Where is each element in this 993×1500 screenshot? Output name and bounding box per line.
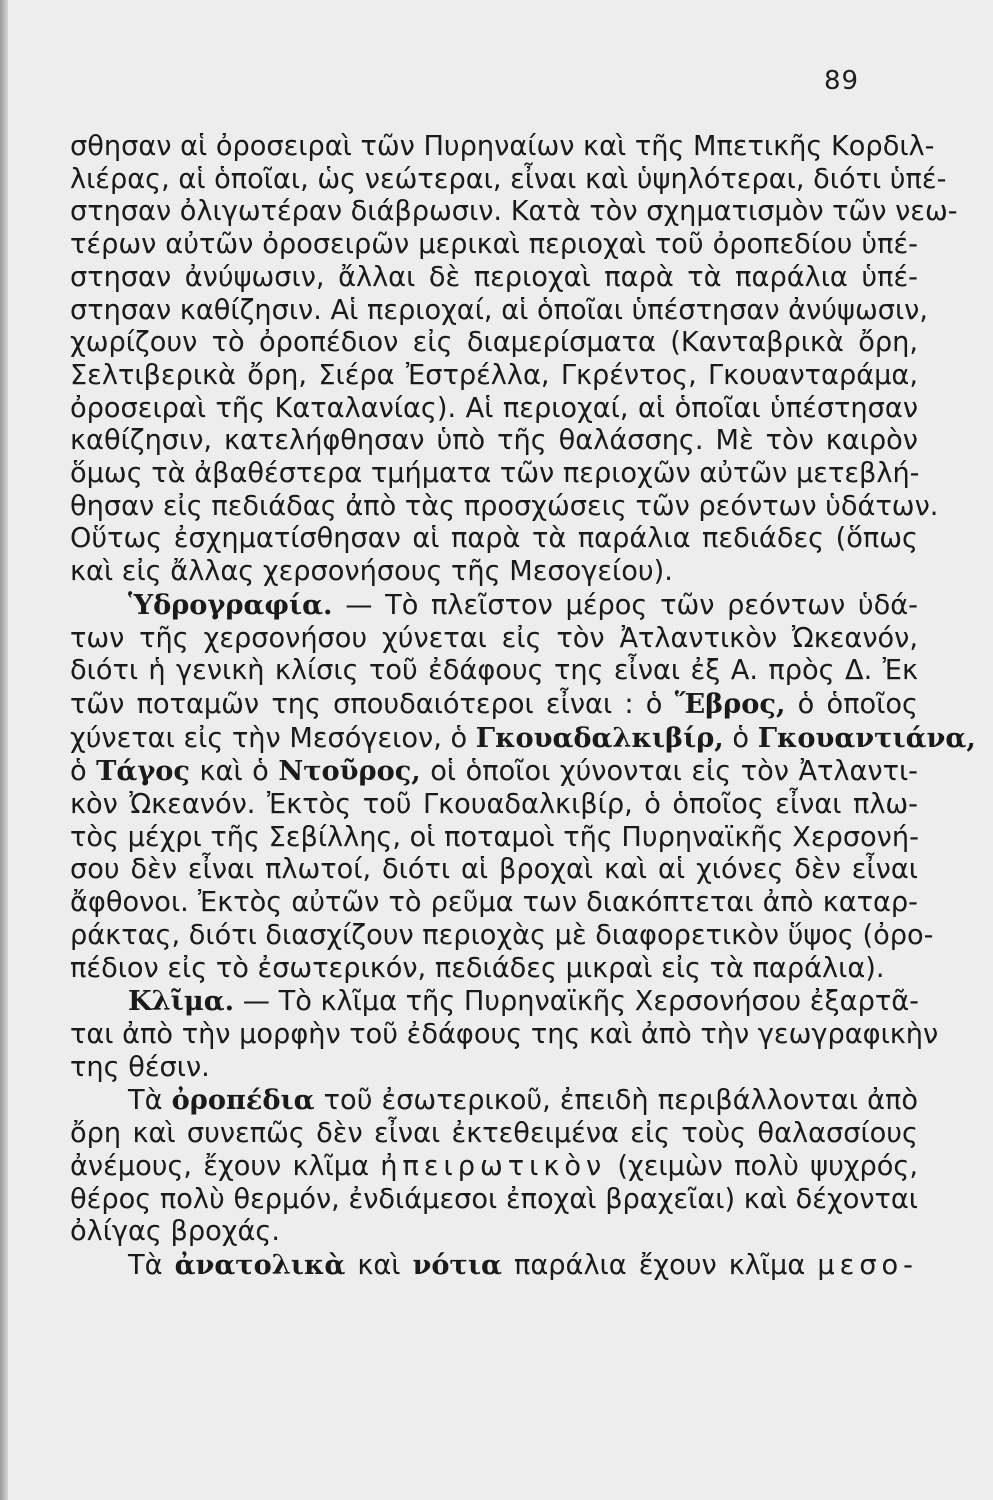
text-line: Σελτιβερικὰ ὄρη, Σιέρα Ἐστρέλλα, Γκρέντος, Γκουανταράμα, <box>70 359 918 391</box>
text-line: καθίζησιν, κατελήφθησαν ὑπὸ τῆς θαλάσσης. Μὲ τὸν καιρὸν <box>70 425 918 457</box>
climate-paragraph-start: Κλῖμα. — Τὸ κλῖμα τῆς Πυρηναϊκῆς Χερσονήσου ἐξαρτᾶ- <box>128 985 919 1018</box>
text-line: των τῆς χερσονήσου χύνεται εἰς τὸν Ἀτλαντικὸν Ὠκεανόν, <box>70 622 918 654</box>
text-line: ὀλίγας βροχάς. <box>70 1216 280 1248</box>
text-line: ὄρη καὶ συνεπῶς δὲν εἶναι ἐκτεθειμένα εἰς τοὺς θαλασσίους <box>70 1118 918 1150</box>
text-line: διότι ἡ γενικὴ κλίσις τοῦ ἐδάφους της εἶναι ἐξ Α. πρὸς Δ. Ἐκ <box>70 655 918 687</box>
river-name: Ἕβρος, <box>674 687 786 720</box>
text-line: ἄφθονοι. Ἐκτὸς αὐτῶν τὸ ρεῦμα των διακόπτεται ἀπὸ καταρ- <box>70 887 918 919</box>
text-line: σου δὲν εἶναι πλωτοί, διότι αἱ βροχαὶ καὶ αἱ χιόνες δὲν εἶναι <box>70 854 918 886</box>
book-page <box>8 0 993 1500</box>
page-edge-shadow <box>0 0 8 1500</box>
coast-paragraph-start: Τὰ ἀνατολικὰ καὶ νότια παράλια ἔχουν κλῖμα μεσο- <box>128 1248 918 1281</box>
page-number: 89 <box>824 66 860 96</box>
spaced-term: μεσο- <box>817 1249 918 1281</box>
text-line: λιέρας, αἱ ὁποῖαι, ὡς νεώτεραι, εἶναι καὶ ὑψηλότεραι, διότι ὑπέ- <box>70 163 947 195</box>
text-line: της θέσιν. <box>70 1051 210 1083</box>
river-name: Γκουαδαλκιβίρ, <box>475 721 724 754</box>
text-line: θησαν εἰς πεδιάδας ἀπὸ τὰς προσχώσεις τῶν ρεόντων ὑδάτων. <box>70 490 939 522</box>
text-line: χωρίζουν τὸ ὀροπέδιον εἰς διαμερίσματα (Κανταβρικὰ ὄρη, <box>70 327 918 359</box>
text-line: τὸς μέχρι τῆς Σεβίλλης, οἱ ποταμοὶ τῆς Πυρηναϊκῆς Χερσονή- <box>70 821 919 853</box>
text-line: τέρων αὐτῶν ὀροσειρῶν μερικαὶ περιοχαὶ τοῦ ὀροπεδίου ὑπέ- <box>70 229 918 261</box>
emphasis-term: ὀροπέδια <box>171 1084 315 1117</box>
text-line: στησαν ἀνύψωσιν, ἄλλαι δὲ περιοχαὶ παρὰ τὰ παράλια ὑπέ- <box>70 261 918 293</box>
text-line: καὶ εἰς ἄλλας χερσονήσους τῆς Μεσογείου). <box>70 556 673 588</box>
text-line: ὅμως τὰ ἀβαθέστερα τμήματα τῶν περιοχῶν αὐτῶν μετεβλή- <box>70 458 920 490</box>
emphasis-term: νότια <box>412 1248 502 1281</box>
climate-heading: Κλῖμα. <box>128 985 235 1018</box>
river-name: Τάγος <box>96 755 190 788</box>
text-line: ὀροσειραὶ τῆς Καταλανίας). Αἱ περιοχαί, αἱ ὁποῖαι ὑπέστησαν <box>70 392 918 424</box>
text-line: ἀνέμους, ἔχουν κλῖμα ἠπειρωτικὸν (χειμὼν πολὺ ψυχρός, <box>70 1150 918 1182</box>
text-line: Οὕτως ἐσχηματίσθησαν αἱ παρὰ τὰ παράλια πεδιάδες (ὅπως <box>70 523 918 555</box>
spaced-term: ἠπειρωτικὸν <box>380 1150 607 1182</box>
hydrography-paragraph-start: Ὑδρογραφία. — Τὸ πλεῖστον μέρος τῶν ρεόντων ὑδά- <box>128 588 918 621</box>
hydrography-heading: Ὑδρογραφία. <box>128 588 333 621</box>
text-line: ται ἀπὸ τὴν μορφὴν τοῦ ἐδάφους της καὶ ἀπὸ τὴν γεωγραφικὴν <box>70 1018 939 1050</box>
river-name: Γκουαντιάνα, <box>757 721 976 754</box>
river-name: Ντοῦρος, <box>278 755 421 788</box>
text-line: σθησαν αἱ ὀροσειραὶ τῶν Πυρηναίων καὶ τῆς Μπετικῆς Κορδιλ- <box>70 131 935 162</box>
text-line: στησαν καθίζησιν. Αἱ περιοχαί, αἱ ὁποῖαι ὑπέστησαν ἀνύψωσιν, <box>70 294 928 326</box>
text-line: ράκτας, διότι διασχίζουν περιοχὰς μὲ διαφορετικὸν ὕψος (ὀρο- <box>70 919 934 951</box>
page-text <box>70 131 976 1283</box>
text-line: κὸν Ὠκεανόν. Ἐκτὸς τοῦ Γκουαδαλκιβίρ, ὁ ὁποῖος εἶναι πλω- <box>70 789 918 821</box>
emphasis-term: ἀνατολικὰ <box>174 1248 346 1281</box>
text-line: χύνεται εἰς τὴν Μεσόγειον, ὁ Γκουαδαλκιβίρ, ὁ Γκουαντιάνα, <box>70 721 976 754</box>
text-line: πέδιον εἰς τὸ ἐσωτερικόν, πεδιάδες μικραὶ εἰς τὰ παράλια). <box>70 952 885 984</box>
text-line: ὁ Τάγος καὶ ὁ Ντοῦρος, οἱ ὁποῖοι χύνονται εἰς τὸν Ἀτλαντι- <box>70 755 918 788</box>
text-line: στησαν ὀλιγωτέραν διάβρωσιν. Κατὰ τὸν σχηματισμὸν τῶν νεω- <box>70 196 958 228</box>
text-line: τῶν ποταμῶν της σπουδαιότεροι εἶναι : ὁ Ἕβρος, ὁ ὁποῖος <box>70 687 918 720</box>
plateaus-paragraph-start: Τὰ ὀροπέδια τοῦ ἐσωτερικοῦ, ἐπειδὴ περιβάλλονται ἀπὸ <box>128 1084 919 1117</box>
text-line: θέρος πολὺ θερμόν, ἐνδιάμεσοι ἐποχαὶ βραχεῖαι) καὶ δέχονται <box>70 1183 918 1215</box>
